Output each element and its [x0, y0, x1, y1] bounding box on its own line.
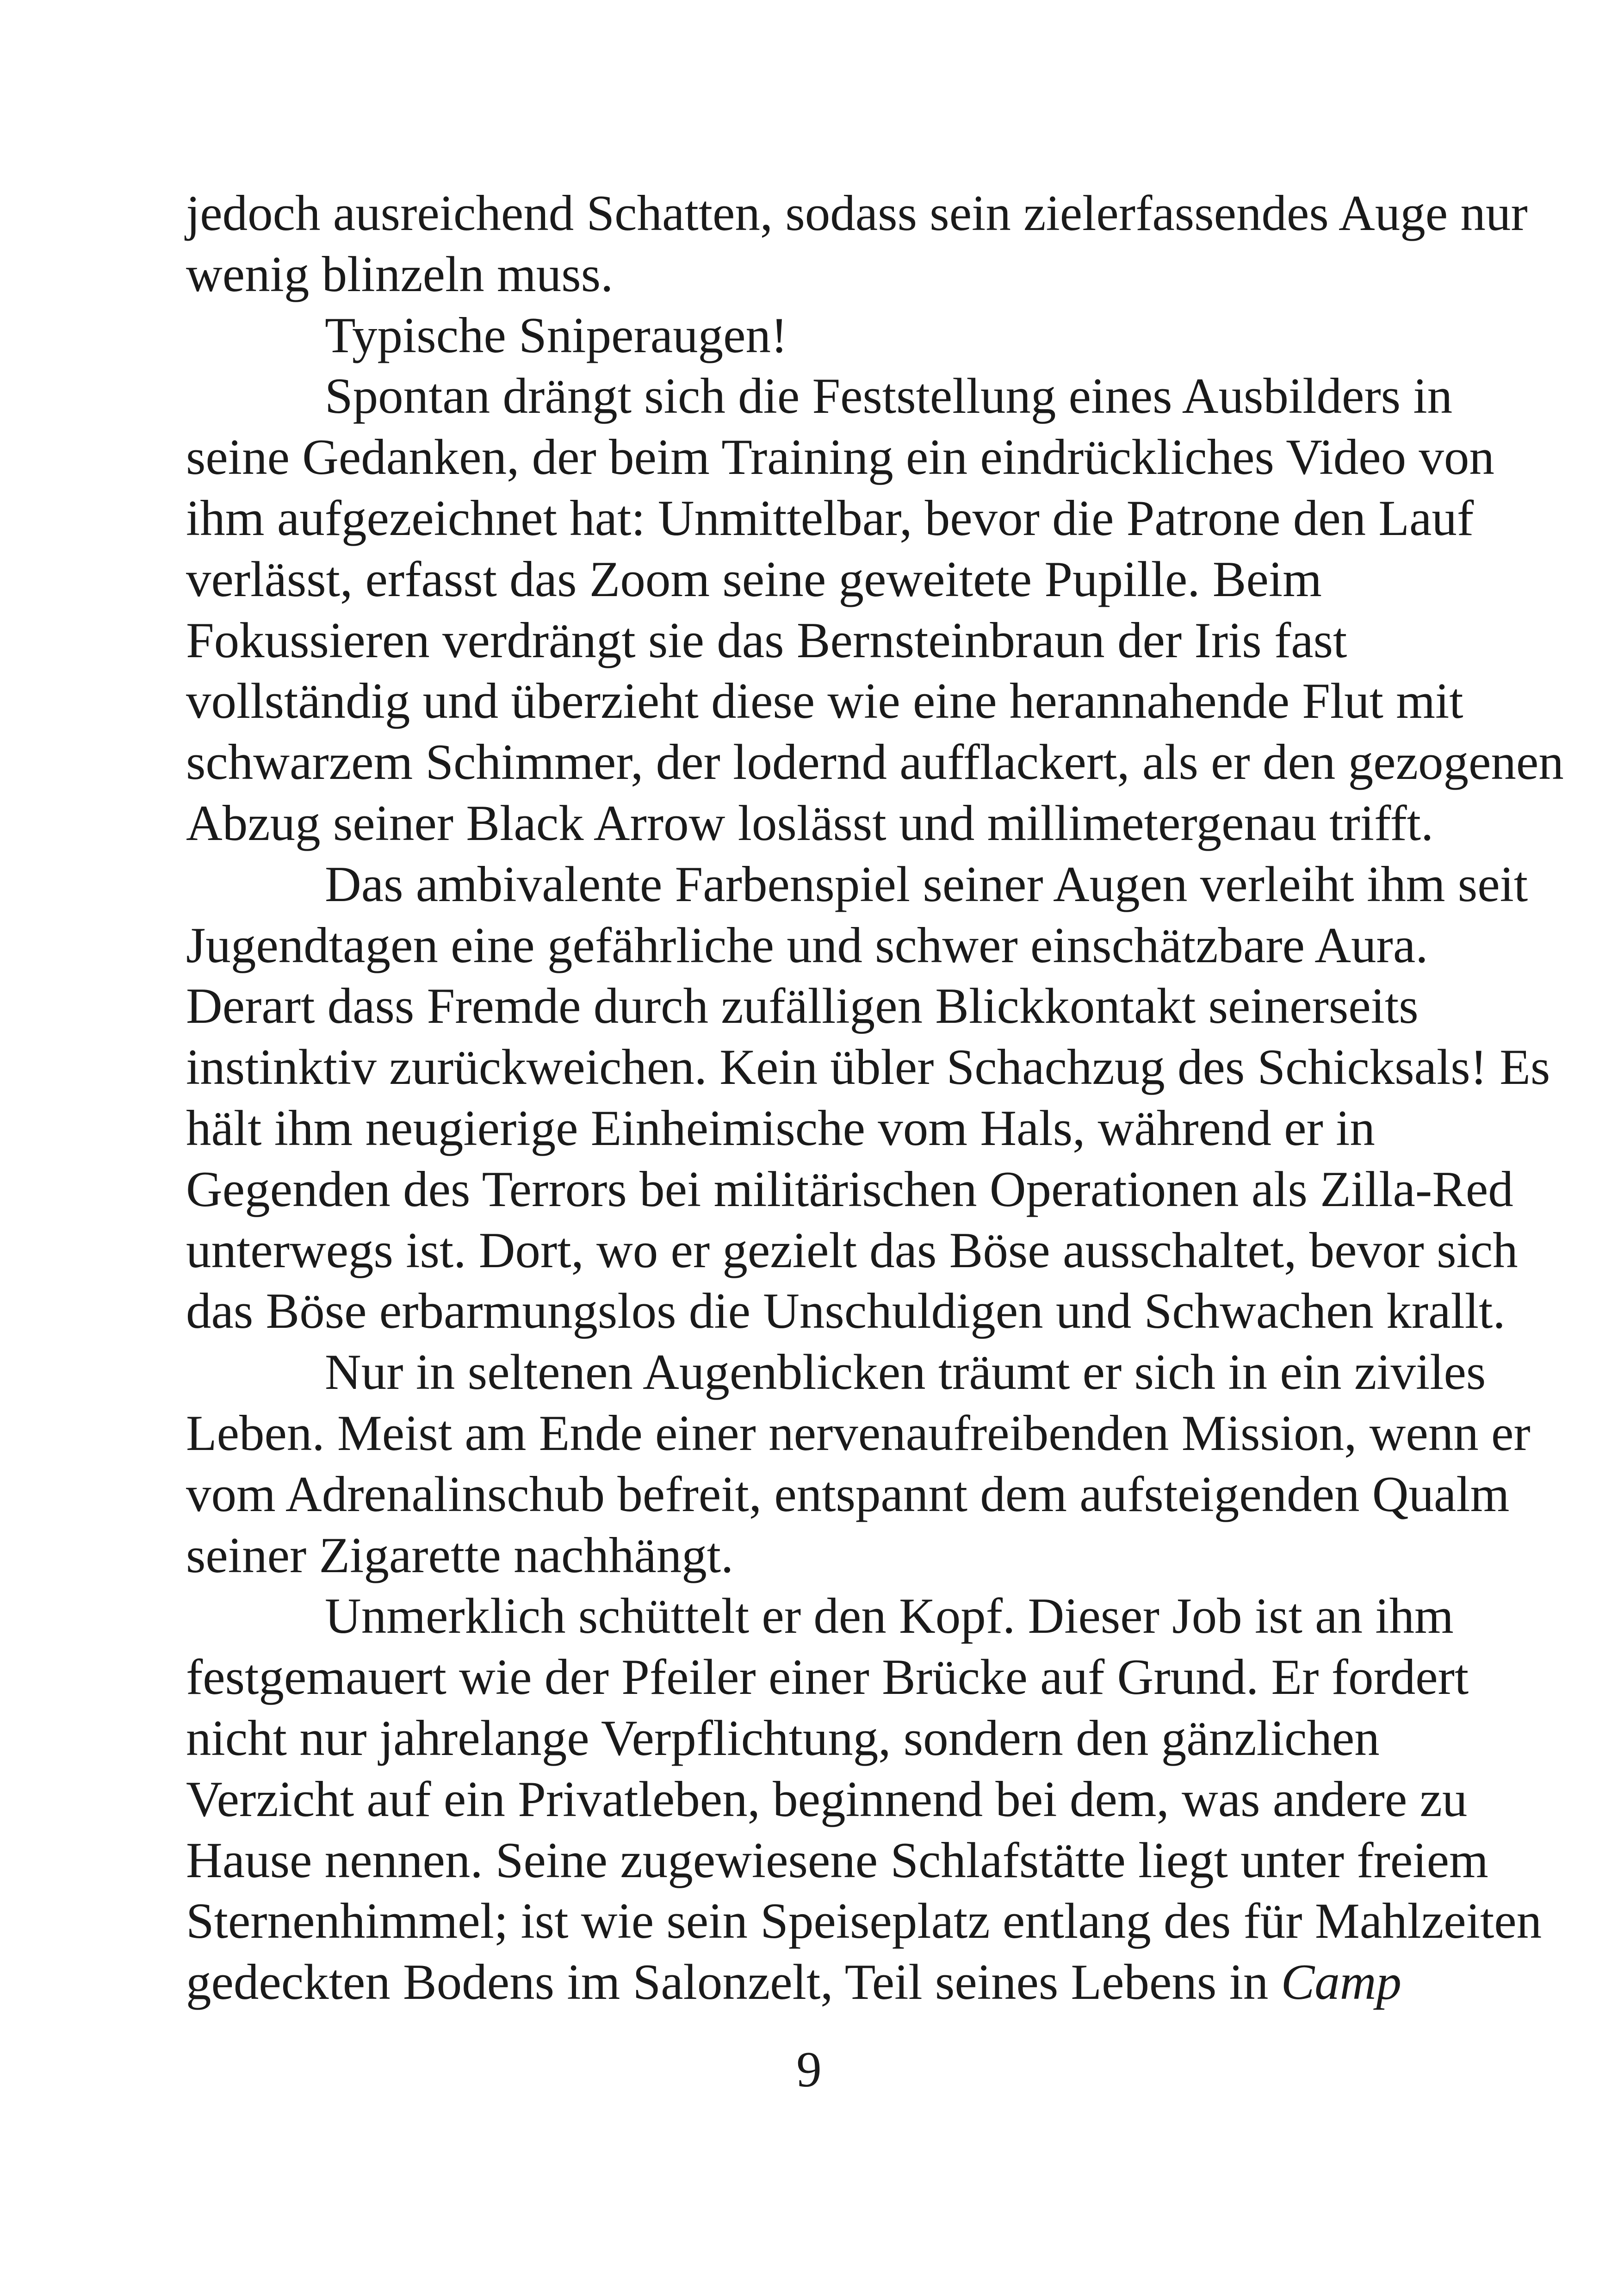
- text-line: Fokussieren verdrängt sie das Bernsteinbraun der Iris fast: [186, 612, 1347, 668]
- text-line: seine Gedanken, der beim Training ein eindrückliches Video von: [186, 429, 1494, 485]
- text-line: Spontan drängt sich die Feststellung eines Ausbilders in: [325, 368, 1453, 424]
- italic-word: Camp: [1281, 1954, 1402, 2010]
- body-text: [186, 183, 1564, 2013]
- text-line: hält ihm neugierige Einheimische vom Hals, während er in: [186, 1100, 1375, 1156]
- text-line: Das ambivalente Farbenspiel seiner Augen verleiht ihm seit: [325, 856, 1528, 912]
- text-line: Sternenhimmel; ist wie sein Speiseplatz entlang des für Mahlzeiten: [186, 1893, 1542, 1949]
- paragraph: [186, 1586, 1542, 2013]
- page-number: 9: [796, 2041, 822, 2097]
- text-line: nicht nur jahrelange Verpflichtung, sondern den gänzlichen: [186, 1710, 1380, 1766]
- text-line: das Böse erbarmungslos die Unschuldigen und Schwachen krallt.: [186, 1283, 1506, 1339]
- text-line: Nur in seltenen Augenblicken träumt er sich in ein ziviles: [325, 1344, 1486, 1400]
- text-line-segment: gedeckten Bodens im Salonzelt, Teil seines Lebens in: [186, 1954, 1281, 2010]
- text-line: jedoch ausreichend Schatten, sodass sein zielerfassendes Auge nur: [186, 185, 1528, 241]
- paragraph: [186, 1342, 1531, 1586]
- text-line: Derart dass Fremde durch zufälligen Blickkontakt seinerseits: [186, 978, 1419, 1034]
- text-line: Leben. Meist am Ende einer nervenaufreibenden Mission, wenn er: [186, 1405, 1531, 1461]
- paragraph: [186, 854, 1550, 1342]
- text-line: Hause nennen. Seine zugewiesene Schlafstätte liegt unter freiem: [186, 1832, 1488, 1888]
- text-line: Unmerklich schüttelt er den Kopf. Dieser Job ist an ihm: [325, 1588, 1454, 1644]
- text-line: schwarzem Schimmer, der lodernd aufflackert, als er den gezogenen: [186, 734, 1564, 790]
- text-line: verlässt, erfasst das Zoom seine geweitete Pupille. Beim: [186, 551, 1322, 607]
- text-line: wenig blinzeln muss.: [186, 246, 614, 302]
- text-line: vollständig und überzieht diese wie eine herannahende Flut mit: [186, 673, 1463, 729]
- text-line: unterwegs ist. Dort, wo er gezielt das Böse ausschaltet, bevor sich: [186, 1222, 1518, 1278]
- text-line: vom Adrenalinschub befreit, entspannt dem aufsteigenden Qualm: [186, 1466, 1510, 1522]
- text-line: festgemauert wie der Pfeiler einer Brücke auf Grund. Er fordert: [186, 1649, 1469, 1705]
- text-line: ihm aufgezeichnet hat: Unmittelbar, bevor die Patrone den Lauf: [186, 490, 1474, 546]
- paragraph: [186, 366, 1564, 853]
- text-line: Abzug seiner Black Arrow loslässt und millimetergenau trifft.: [186, 795, 1434, 851]
- paragraph: [186, 183, 1528, 305]
- text-line: Typische Sniperaugen!: [325, 307, 788, 363]
- text-line: seiner Zigarette nachhängt.: [186, 1527, 734, 1583]
- text-line: Jugendtagen eine gefährliche und schwer einschätzbare Aura.: [186, 917, 1428, 973]
- text-line: Verzicht auf ein Privatleben, beginnend bei dem, was andere zu: [186, 1771, 1468, 1827]
- text-line: instinktiv zurückweichen. Kein übler Schachzug des Schicksals! Es: [186, 1039, 1550, 1095]
- text-line: Gegenden des Terrors bei militärischen Operationen als Zilla-Red: [186, 1161, 1513, 1217]
- paragraph: [186, 305, 1463, 366]
- text-line: [186, 1952, 1463, 2013]
